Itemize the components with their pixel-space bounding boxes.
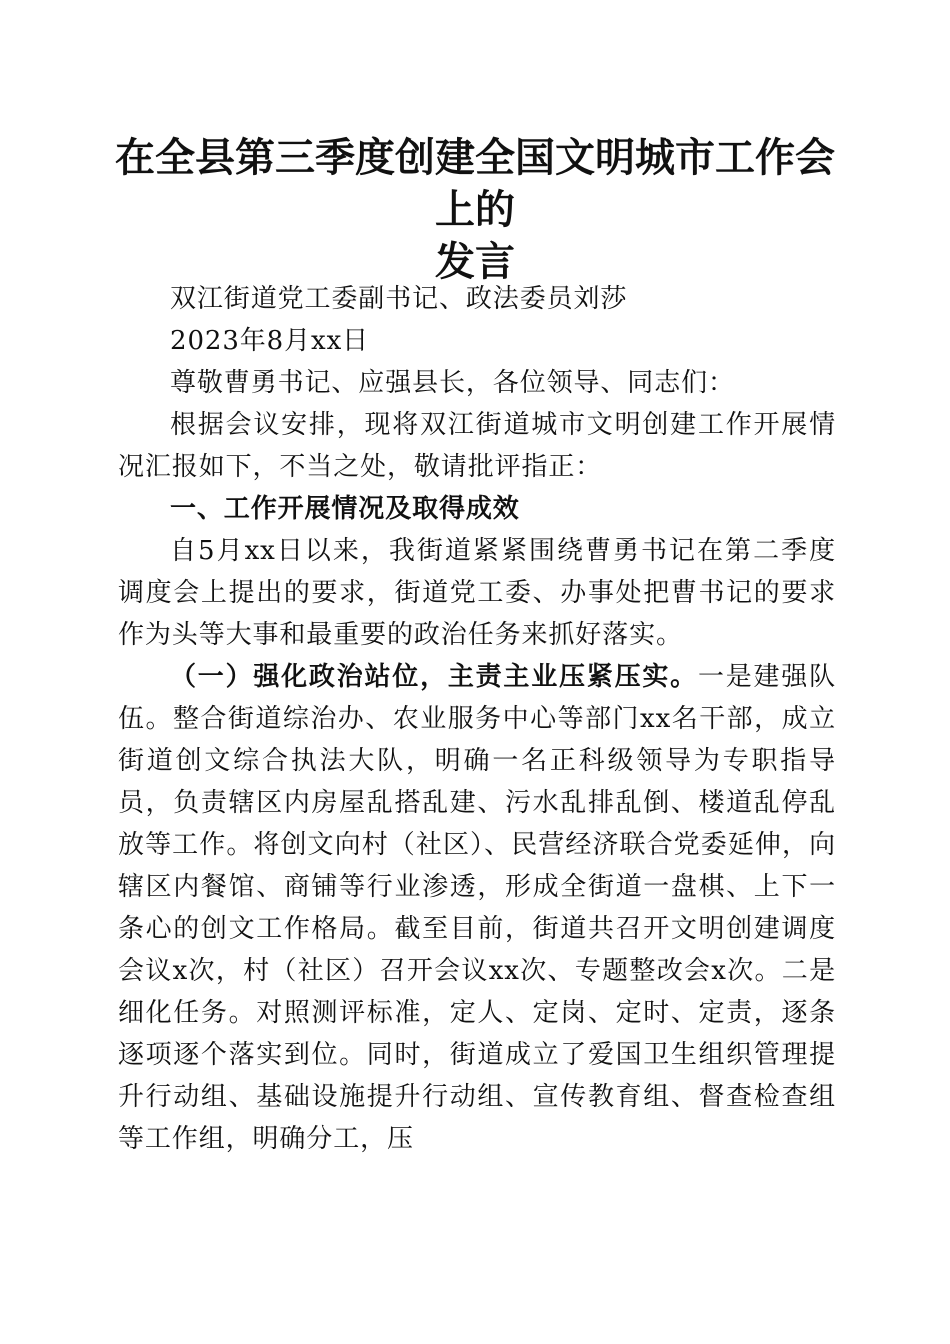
section-1-paragraph: 自5月xx日以来，我街道紧紧围绕曹勇书记在第二季度调度会上提出的要求，街道党工委、办事处把曹书记的要求作为头等大事和最重要的政治任务来抓好落实。 xyxy=(118,536,836,650)
intro-paragraph: 根据会议安排，现将双江街道城市文明创建工作开展情况汇报如下，不当之处，敬请批评指正： xyxy=(118,410,836,482)
subsection-1-paragraph xyxy=(118,656,836,1160)
title-line-1: 在全县第三季度创建全国文明城市工作会上的 xyxy=(115,134,835,233)
title-line-2: 发言 xyxy=(435,238,515,285)
date-line: 2023年8月xx日 xyxy=(170,326,370,356)
document-title xyxy=(100,132,850,288)
document-body xyxy=(118,278,836,1160)
section-1-heading: 一、工作开展情况及取得成效 xyxy=(170,494,520,524)
salutation: 尊敬曹勇书记、应强县长，各位领导、同志们： xyxy=(170,368,735,398)
author-line: 双江街道党工委副书记、政法委员刘莎 xyxy=(170,284,628,314)
subsection-1-body: 一是建强队伍。整合街道综治办、农业服务中心等部门xx名干部，成立街道创文综合执法大队，明确一名正科级领导为专职指导员，负责辖区内房屋乱搭乱建、污水乱排乱倒、楼道乱停乱放等工作。将创文向村（社区）、民营经济联合党委延伸，向辖区内餐馆、商铺等行业渗透，形成全街道一盘棋、上下一条心的创文工作格局。截至目前，街道共召开文明创建调度会议x次，村（社区）召开会议xx次、专题整改会x次。二是细化任务。对照测评标准，定人、定岗、定时、定责，逐条逐项逐个落实到位。同时，街道成立了爱国卫生组织管理提升行动组、基础设施提升行动组、宣传教育组、督查检查组等工作组，明确分工，压 xyxy=(118,662,836,1154)
subsection-1-heading: （一）强化政治站位，主责主业压紧压实。 xyxy=(170,662,698,692)
